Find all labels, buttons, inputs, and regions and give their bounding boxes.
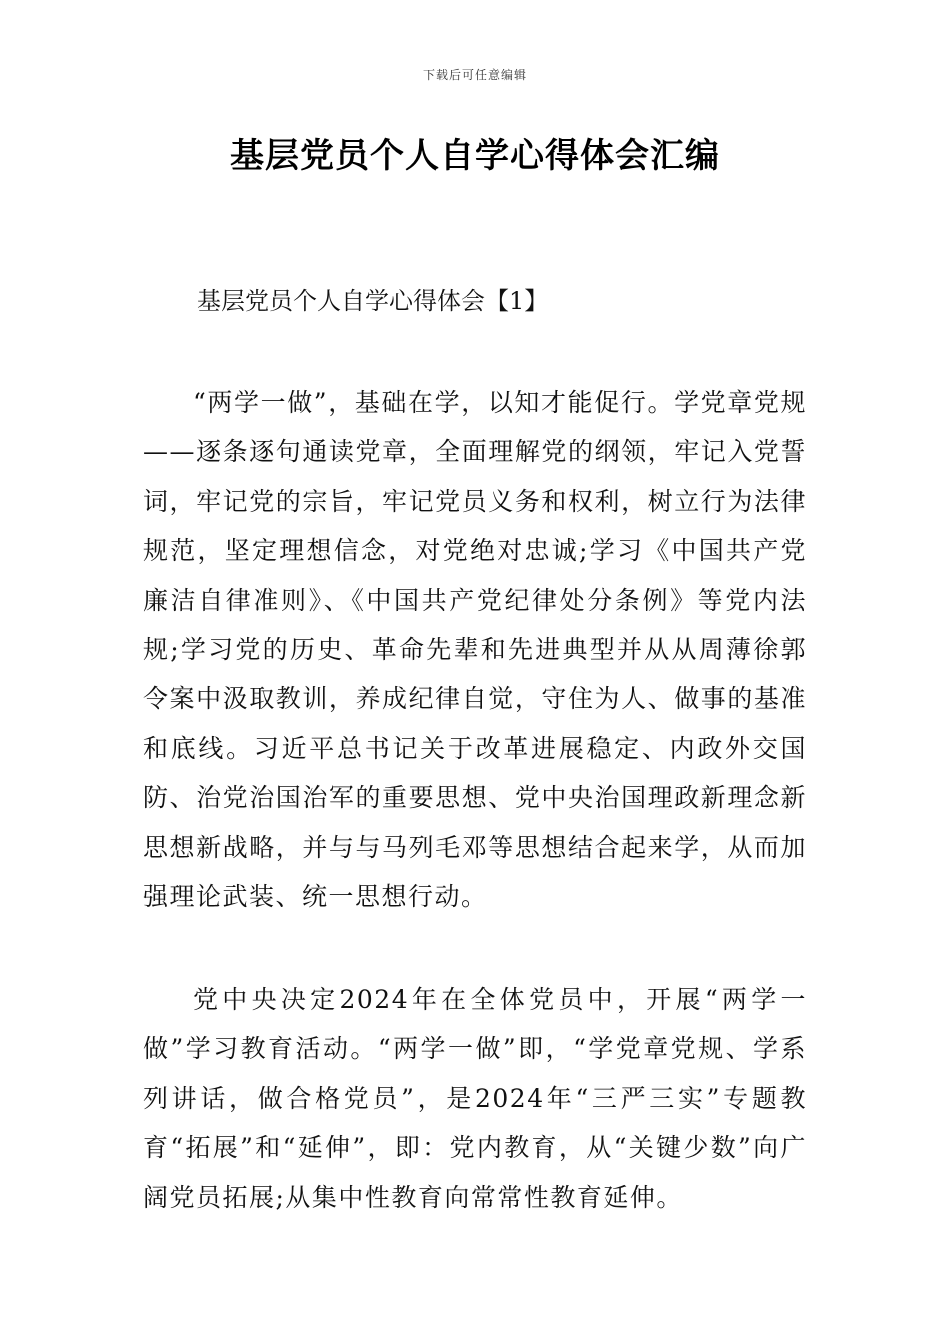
body-paragraph: 党中央决定2024年在全体党员中，开展“两学一做”学习教育活动。“两学一做”即，“学党章党规、学系列讲话，做合格党员”，是2024年“三严三实”专题教育“拓展”和“延伸”，即：党内教育，从“关键少数”向广阔党员拓展;从集中性教育向常常性教育延伸。 xyxy=(143,985,807,1212)
body-paragraph: “两学一做”，基础在学，以知才能促行。学党章党规——逐条逐句通读党章，全面理解党的纲领，牢记入党誓词，牢记党的宗旨，牢记党员义务和权利，树立行为法律规范，坚定理想信念，对党绝对忠诚;学习《中国共产党廉洁自律准则》、《中国共产党纪律处分条例》等党内法规;学习党的历史、革命先辈和先进典型并从从周薄徐郭令案中汲取教训，养成纪律自觉，守住为人、做事的基准和底线。习近平总书记关于改革进展稳定、内政外交国防、治党治国治军的重要思想、党中央治国理政新理念新思想新战略，并与与马列毛邓等思想结合起来学，从而加强理论武装、统一思想行动。 xyxy=(143,388,807,912)
section-heading: 基层党员个人自学心得体会【1】 xyxy=(197,287,549,315)
document-title: 基层党员个人自学心得体会汇编 xyxy=(230,136,720,176)
header-note: 下载后可任意编辑 xyxy=(422,68,527,82)
